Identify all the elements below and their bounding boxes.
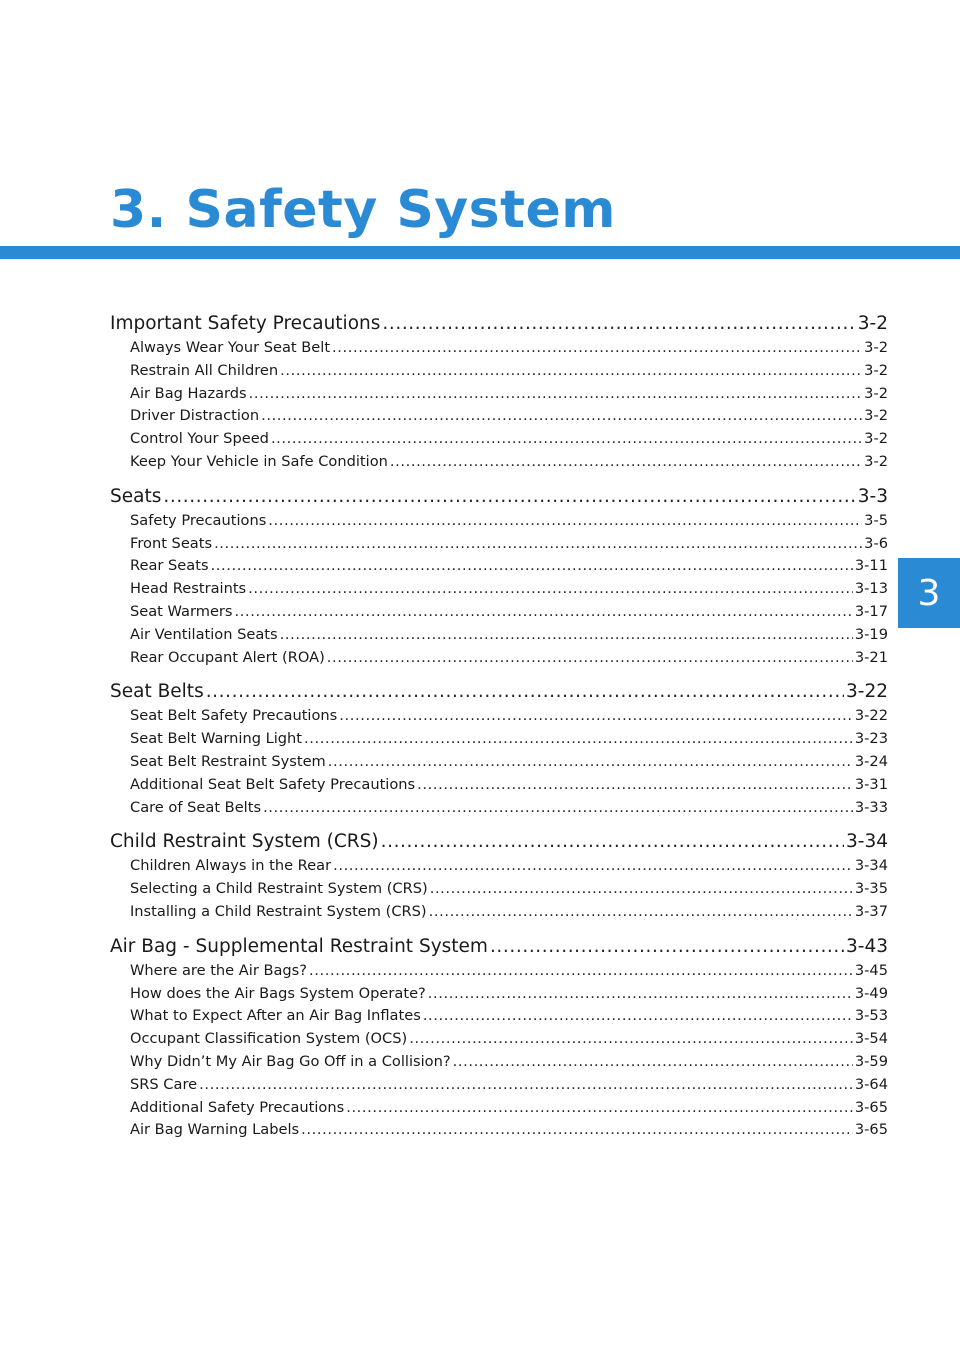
toc-entry-minor[interactable] (110, 774, 888, 797)
toc-entry-minor[interactable] (110, 624, 888, 647)
toc-entry-minor[interactable] (110, 983, 888, 1006)
toc-entry-page: 3-65 (854, 1098, 888, 1116)
dot-leader (453, 1051, 853, 1074)
toc-entry-major[interactable] (110, 829, 888, 855)
toc-entry-page: 3-2 (864, 361, 888, 379)
toc-entry-minor[interactable] (110, 1005, 888, 1028)
toc-entry-title: Seat Warmers (130, 602, 233, 620)
toc-entry-page: 3-45 (854, 961, 888, 979)
toc-entry-title: Children Always in the Rear (130, 857, 332, 875)
toc-entry-minor[interactable] (110, 878, 888, 901)
dot-leader (381, 829, 844, 855)
dot-leader (382, 311, 855, 337)
toc-entry-page: 3-53 (854, 1007, 888, 1025)
table-of-contents (110, 311, 888, 1152)
toc-entry-minor[interactable] (110, 855, 888, 878)
toc-entry-major[interactable] (110, 311, 888, 337)
toc-entry-page: 3-6 (864, 534, 888, 552)
toc-entry-title: Why Didn’t My Air Bag Go Off in a Collision? (130, 1052, 451, 1070)
toc-entry-page: 3-2 (864, 407, 888, 425)
dot-leader (271, 428, 862, 451)
toc-entry-title: Important Safety Precautions (110, 313, 381, 334)
toc-entry-page: 3-22 (854, 707, 888, 725)
toc-entry-minor[interactable] (110, 533, 888, 556)
toc-entry-page: 3-3 (857, 485, 888, 507)
toc-entry-minor[interactable] (110, 451, 888, 474)
toc-entry-minor[interactable] (110, 337, 888, 360)
toc-section-seat-belts (110, 679, 888, 819)
toc-entry-page: 3-43 (846, 935, 888, 957)
toc-entry-minor[interactable] (110, 728, 888, 751)
toc-entry-page: 3-24 (854, 752, 888, 770)
toc-entry-page: 3-21 (854, 648, 888, 666)
toc-entry-minor[interactable] (110, 797, 888, 820)
dot-leader (429, 901, 853, 924)
toc-entry-title: Seat Belt Restraint System (130, 752, 326, 770)
toc-entry-minor[interactable] (110, 383, 888, 406)
toc-entry-page: 3-31 (854, 775, 888, 793)
toc-entry-page: 3-34 (854, 857, 888, 875)
dot-leader (280, 624, 853, 647)
toc-entry-title: Control Your Speed (130, 430, 269, 448)
dot-leader (268, 510, 862, 533)
toc-section-child-restraint-system (110, 829, 888, 923)
toc-entry-page: 3-2 (864, 339, 888, 356)
toc-entry-page: 3-2 (857, 313, 888, 334)
toc-entry-minor[interactable] (110, 1119, 888, 1142)
toc-entry-minor[interactable] (110, 751, 888, 774)
toc-entry-title: Installing a Child Restraint System (CRS) (130, 902, 427, 920)
toc-entry-page: 3-2 (864, 452, 888, 470)
toc-entry-minor[interactable] (110, 1097, 888, 1120)
dot-leader (309, 960, 853, 983)
toc-entry-minor[interactable] (110, 1028, 888, 1051)
toc-entry-page: 3-17 (854, 602, 888, 620)
toc-entry-minor[interactable] (110, 901, 888, 924)
dot-leader (304, 728, 853, 751)
dot-leader (163, 484, 855, 510)
dot-leader (430, 878, 853, 901)
toc-entry-title: Air Bag - Supplemental Restraint System (110, 935, 488, 957)
toc-entry-title: Additional Seat Belt Safety Precautions (130, 775, 416, 793)
toc-entry-title: Seat Belt Warning Light (130, 730, 303, 748)
toc-entry-title: Occupant Classification System (OCS) (130, 1030, 408, 1048)
toc-entry-title: What to Expect After an Air Bag Inflates (130, 1007, 421, 1025)
toc-entry-title: Restrain All Children (130, 361, 279, 379)
chapter-title: 3. Safety System (110, 180, 616, 240)
toc-entry-major[interactable] (110, 934, 888, 960)
dot-leader (423, 1005, 853, 1028)
title-divider (0, 246, 960, 259)
dot-leader (428, 983, 853, 1006)
toc-entry-minor[interactable] (110, 647, 888, 670)
toc-entry-page: 3-2 (864, 430, 888, 448)
dot-leader (199, 1074, 853, 1097)
toc-entry-title: Where are the Air Bags? (130, 961, 308, 979)
toc-entry-page: 3-64 (854, 1075, 888, 1093)
toc-entry-page: 3-37 (854, 902, 888, 920)
toc-entry-minor[interactable] (110, 510, 888, 533)
toc-entry-title: Additional Safety Precautions (130, 1098, 345, 1116)
dot-leader (249, 383, 862, 406)
toc-entry-title: Child Restraint System (CRS) (110, 831, 379, 853)
dot-leader (211, 555, 853, 578)
toc-entry-title: Rear Seats (130, 557, 209, 575)
toc-entry-title: Keep Your Vehicle in Safe Condition (130, 452, 388, 470)
toc-entry-page: 3-65 (854, 1121, 888, 1139)
toc-entry-page: 3-23 (854, 730, 888, 748)
toc-entry-title: Seat Belts (110, 681, 204, 703)
toc-entry-minor[interactable] (110, 578, 888, 601)
toc-entry-page: 3-33 (854, 798, 888, 816)
dot-leader (235, 601, 853, 624)
toc-entry-page: 3-54 (854, 1030, 888, 1048)
toc-entry-minor[interactable] (110, 960, 888, 983)
toc-entry-page: 3-34 (846, 831, 888, 853)
toc-entry-title: Selecting a Child Restraint System (CRS) (130, 880, 428, 898)
dot-leader (390, 451, 862, 474)
toc-entry-title: Safety Precautions (130, 511, 267, 529)
dot-leader (263, 797, 853, 820)
toc-entry-title: Rear Occupant Alert (ROA) (130, 648, 325, 666)
toc-entry-page: 3-19 (854, 625, 888, 643)
toc-entry-minor[interactable] (110, 555, 888, 578)
toc-entry-minor[interactable] (110, 360, 888, 383)
toc-section-air-bag (110, 934, 888, 1142)
dot-leader (206, 679, 844, 705)
toc-entry-title: Air Bag Warning Labels (130, 1121, 300, 1139)
toc-section-seats (110, 484, 888, 670)
dot-leader (409, 1028, 853, 1051)
toc-entry-minor[interactable] (110, 601, 888, 624)
dot-leader (214, 533, 862, 556)
toc-entry-title: Air Ventilation Seats (130, 625, 278, 643)
dot-leader (490, 934, 844, 960)
toc-entry-title: Driver Distraction (130, 407, 260, 425)
dot-leader (333, 855, 853, 878)
toc-entry-title: Seats (110, 485, 162, 507)
dot-leader (301, 1119, 853, 1142)
dot-leader (280, 360, 862, 383)
toc-entry-title: Seat Belt Safety Precautions (130, 707, 338, 725)
chapter-tab[interactable]: 3 (898, 558, 960, 628)
toc-entry-minor[interactable] (110, 1051, 888, 1074)
toc-entry-title: Care of Seat Belts (130, 798, 262, 816)
toc-entry-title: Air Bag Hazards (130, 384, 247, 402)
toc-entry-minor[interactable] (110, 405, 888, 428)
toc-entry-page: 3-49 (854, 984, 888, 1002)
toc-entry-minor[interactable] (110, 705, 888, 728)
toc-entry-page: 3-13 (854, 580, 888, 598)
toc-section-important-safety-precautions (110, 311, 888, 474)
dot-leader (332, 337, 862, 360)
toc-entry-major[interactable] (110, 679, 888, 705)
toc-entry-page: 3-5 (864, 511, 888, 529)
toc-entry-page: 3-22 (846, 681, 888, 703)
toc-entry-title: How does the Air Bags System Operate? (130, 984, 426, 1002)
dot-leader (346, 1097, 853, 1120)
toc-entry-page: 3-59 (854, 1052, 888, 1070)
dot-leader (327, 647, 853, 670)
toc-entry-minor[interactable] (110, 1074, 888, 1097)
toc-entry-page: 3-35 (854, 880, 888, 898)
toc-entry-major[interactable] (110, 484, 888, 510)
dot-leader (417, 774, 853, 797)
toc-entry-page: 3-11 (854, 557, 888, 575)
dot-leader (339, 705, 853, 728)
toc-entry-title: Front Seats (130, 534, 213, 552)
toc-entry-title: Always Wear Your Seat Belt (130, 339, 331, 356)
dot-leader (328, 751, 853, 774)
dot-leader (248, 578, 853, 601)
toc-entry-minor[interactable] (110, 428, 888, 451)
toc-entry-title: Head Restraints (130, 580, 247, 598)
dot-leader (261, 405, 862, 428)
toc-entry-page: 3-2 (864, 384, 888, 402)
toc-entry-title: SRS Care (130, 1075, 198, 1093)
